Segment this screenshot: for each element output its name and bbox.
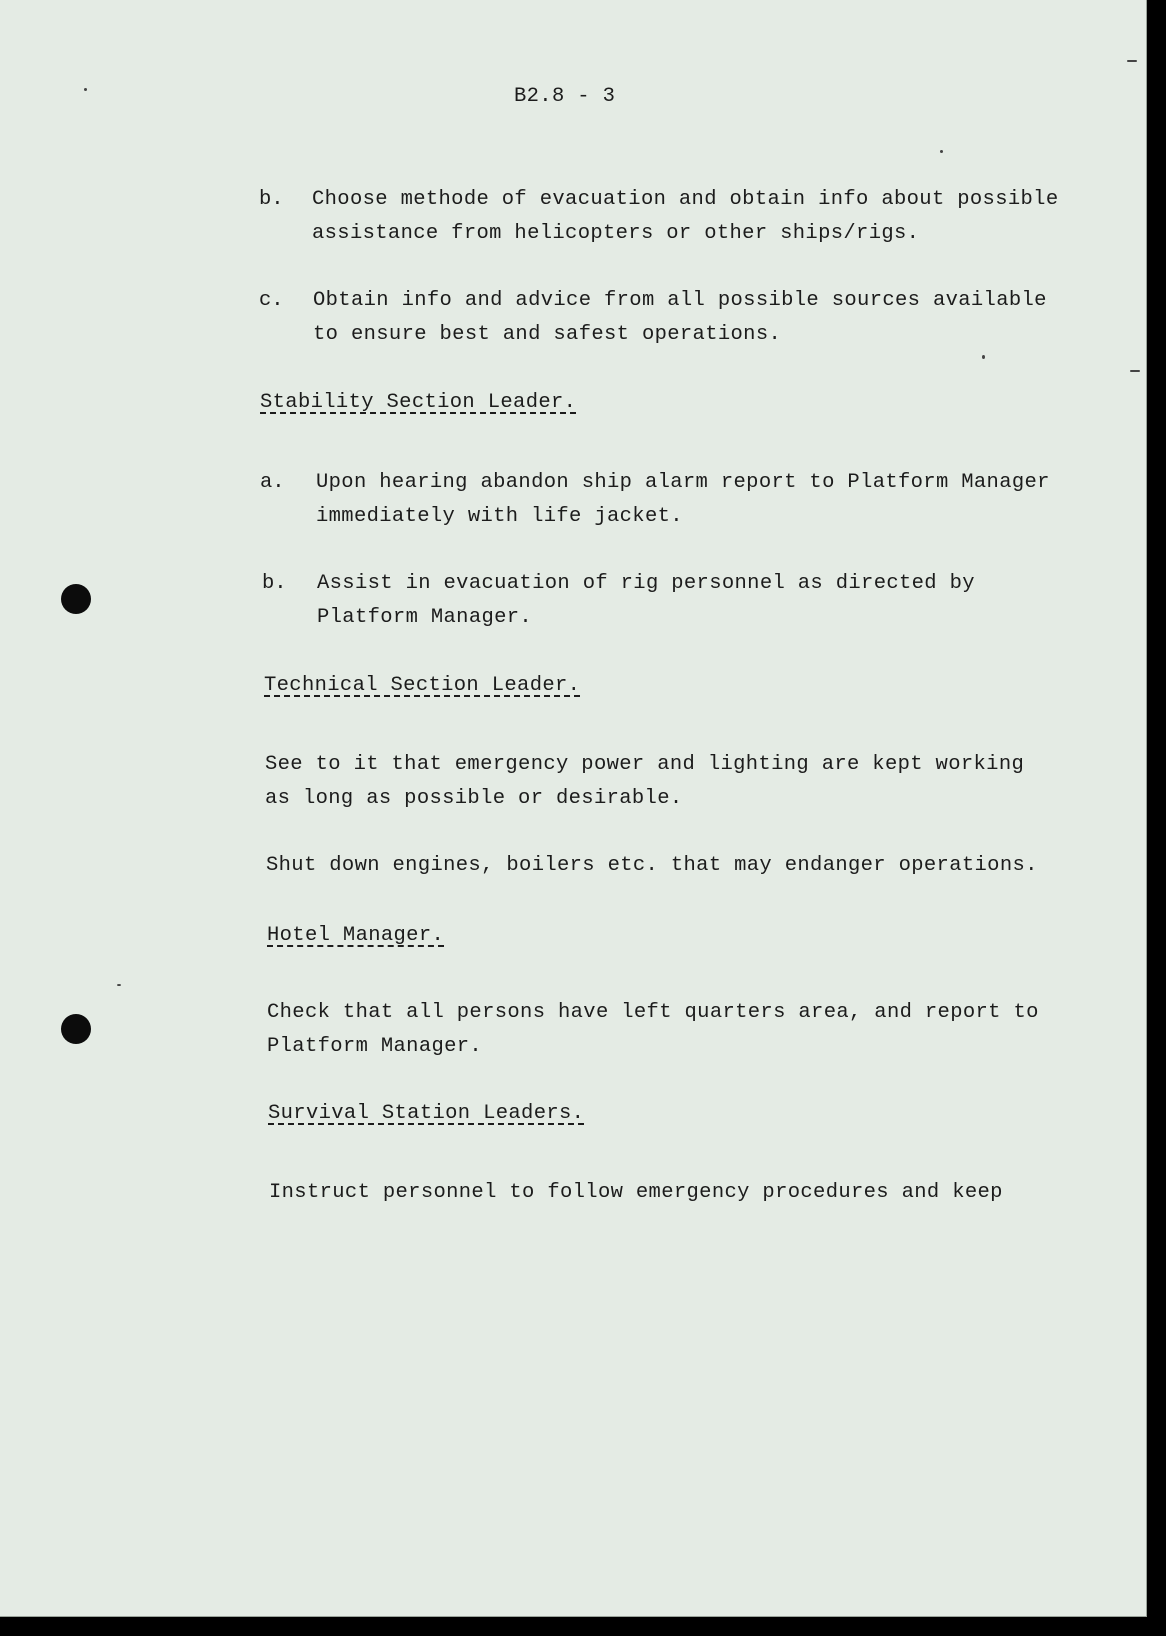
list-item-label: a. <box>260 471 285 494</box>
scan-speck <box>1127 60 1137 62</box>
paragraph: Instruct personnel to follow emergency procedures and keep <box>269 1181 1003 1204</box>
list-item-label: b. <box>259 188 284 211</box>
scan-speck <box>982 355 985 359</box>
section-heading-survival: Survival Station Leaders. <box>268 1102 585 1125</box>
paragraph: Check that all persons have left quarters area, and report to Platform Manager. <box>267 1001 1039 1058</box>
section-heading-hotel: Hotel Manager. <box>267 924 445 947</box>
section-heading-technical: Technical Section Leader. <box>264 674 581 697</box>
list-item-label: b. <box>262 572 287 595</box>
scan-speck <box>1130 370 1140 372</box>
list-item-text: Obtain info and advice from all possible sources available to ensure best and safest operations. <box>313 289 1047 346</box>
scan-speck <box>940 150 943 153</box>
list-item-text: Assist in evacuation of rig personnel as directed by Platform Manager. <box>317 572 975 629</box>
list-item-text: Choose methode of evacuation and obtain info about possible assistance from helicopters or other ships/rigs. <box>312 188 1059 245</box>
scan-speck <box>84 88 87 91</box>
punch-hole-upper <box>61 584 91 614</box>
page-number: B2.8 - 3 <box>514 85 616 108</box>
punch-hole-lower <box>61 1014 91 1044</box>
paragraph: See to it that emergency power and lighting are kept working as long as possible or desirable. <box>265 753 1025 810</box>
section-heading-stability: Stability Section Leader. <box>260 391 577 414</box>
paragraph: Shut down engines, boilers etc. that may endanger operations. <box>266 854 1038 877</box>
list-item-text: Upon hearing abandon ship alarm report to Platform Manager immediately with life jacket. <box>316 471 1050 528</box>
scan-speck <box>117 984 121 986</box>
list-item-label: c. <box>259 289 284 312</box>
